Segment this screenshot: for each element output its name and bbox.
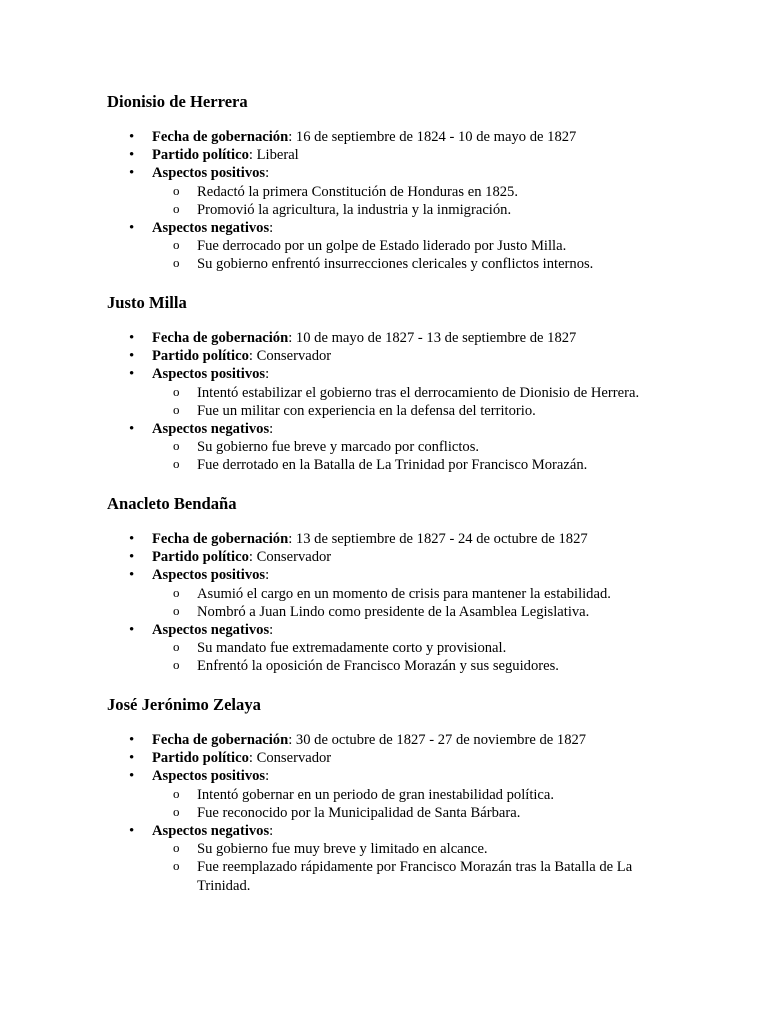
item-value: Conservador <box>256 549 332 566</box>
circle-bullet-icon: o <box>173 255 180 271</box>
sub-item-text: Fue reconocido por la Municipalidad de Santa Bárbara. <box>197 804 521 821</box>
governor-details-list <box>107 731 667 895</box>
sub-list <box>152 183 667 219</box>
bullet-icon: • <box>129 567 135 584</box>
section-heading: Justo Milla <box>107 293 187 312</box>
governor-details-list <box>107 128 667 274</box>
item-label: Fecha de gobernación <box>152 129 289 145</box>
bullet-icon: • <box>129 768 135 785</box>
circle-bullet-icon: o <box>173 803 180 819</box>
governor-section <box>107 695 667 895</box>
item-label: Aspectos negativos <box>152 421 270 438</box>
sub-list-item <box>152 237 667 255</box>
sub-item-text: Nombró a Juan Lindo como presidente de la Asamblea Legislativa. <box>197 603 590 620</box>
sub-list-item <box>152 804 667 822</box>
item-label: Fecha de gobernación <box>152 531 289 547</box>
bullet-icon: • <box>129 549 135 566</box>
sub-list-item <box>152 183 667 201</box>
list-item: • Partido político: Conservador <box>129 549 332 566</box>
list-item: • Partido político: Conservador <box>129 750 332 767</box>
sub-item-text: Enfrentó la oposición de Francisco Morazán y sus seguidores. <box>197 658 559 675</box>
bullet-icon: • <box>129 366 135 383</box>
circle-bullet-icon: o <box>173 401 180 417</box>
governor-section <box>107 494 667 676</box>
bullet-icon: • <box>129 129 135 145</box>
circle-bullet-icon: o <box>173 602 180 618</box>
sub-list-item <box>152 201 667 219</box>
sub-list-item <box>152 786 667 804</box>
item-label: Fecha de gobernación <box>152 330 289 346</box>
item-label: Partido político <box>152 348 249 365</box>
bullet-icon: • <box>129 147 135 164</box>
circle-bullet-icon: o <box>173 584 180 600</box>
governor-details-list <box>107 329 667 475</box>
bullet-icon: • <box>129 330 135 346</box>
circle-bullet-icon: o <box>173 858 180 874</box>
bullet-icon: • <box>129 220 135 237</box>
bullet-icon: • <box>129 750 135 767</box>
circle-bullet-icon: o <box>173 785 180 801</box>
list-item: • Aspectos positivos: o Intentó gobernar en un periodo de gran inestabilidad política. o Fue reconocido por la Municipalidad de Santa Bárbara. <box>107 767 667 822</box>
sub-list <box>152 786 667 822</box>
list-item: • Aspectos positivos: o Intentó estabilizar el gobierno tras el derrocamiento de Dionisio de Herrera. o Fue un militar con experiencia en la defensa del territorio. <box>107 365 667 420</box>
sub-list-item <box>152 438 667 456</box>
item-label: Partido político <box>152 750 249 767</box>
item-label: Fecha de gobernación <box>152 732 289 748</box>
sub-list-item <box>152 858 667 894</box>
sub-item-text: Fue derrocado por un golpe de Estado liderado por Justo Milla. <box>197 238 567 255</box>
sub-list <box>152 840 667 895</box>
item-value: 10 de mayo de 1827 - 13 de septiembre de 1827 <box>295 330 577 346</box>
list-item: • Aspectos negativos: o Su gobierno fue breve y marcado por conflictos. o Fue derrotado en la Batalla de La Trinidad por Francisco Morazán. <box>107 420 667 475</box>
bullet-icon: • <box>129 421 135 438</box>
list-item: • Partido político: Conservador <box>129 348 332 365</box>
circle-bullet-icon: o <box>173 456 180 472</box>
sub-item-text: Fue un militar con experiencia en la defensa del territorio. <box>197 402 536 419</box>
sub-list <box>152 639 667 675</box>
item-value: 30 de octubre de 1827 - 27 de noviembre de 1827 <box>295 732 587 748</box>
circle-bullet-icon: o <box>173 657 180 673</box>
sub-list-item <box>152 402 667 420</box>
section-heading: Anacleto Bendaña <box>107 494 237 513</box>
bullet-icon: • <box>129 348 135 365</box>
sub-item-text: Intentó estabilizar el gobierno tras el derrocamiento de Dionisio de Herrera. <box>197 384 640 401</box>
sub-item-text: Su mandato fue extremadamente corto y provisional. <box>197 640 507 657</box>
item-label: Partido político <box>152 147 249 164</box>
sub-item-text: Promovió la agricultura, la industria y la inmigración. <box>197 201 512 218</box>
item-label: Aspectos positivos <box>152 567 266 584</box>
list-item: • Fecha de gobernación: 16 de septiembre de 1824 - 10 de mayo de 1827 <box>129 129 577 145</box>
bullet-icon: • <box>129 165 135 182</box>
list-item: • Aspectos positivos: o Asumió el cargo en un momento de crisis para mantener la estabilidad. o Nombró a Juan Lindo como presidente de la Asamblea Legislativa. <box>107 566 667 621</box>
item-value: Conservador <box>256 750 332 767</box>
sub-list-item <box>152 456 667 474</box>
sub-item-text: Su gobierno fue breve y marcado por conflictos. <box>197 439 480 456</box>
governor-details-list <box>107 530 667 676</box>
list-item: • Aspectos negativos: o Su mandato fue extremadamente corto y provisional. o Enfrentó la oposición de Francisco Morazán y sus seguidores. <box>107 621 667 676</box>
sub-list <box>152 237 667 273</box>
circle-bullet-icon: o <box>173 237 180 253</box>
circle-bullet-icon: o <box>173 182 180 198</box>
section-heading: José Jerónimo Zelaya <box>107 695 261 714</box>
circle-bullet-icon: o <box>173 840 180 856</box>
bullet-icon: • <box>129 732 135 748</box>
bullet-icon: • <box>129 622 135 639</box>
section-heading: Dionisio de Herrera <box>107 92 248 111</box>
item-value: 16 de septiembre de 1824 - 10 de mayo de 1827 <box>295 129 577 145</box>
circle-bullet-icon: o <box>173 383 180 399</box>
item-value: Liberal <box>256 147 299 164</box>
item-label: Aspectos positivos <box>152 165 266 182</box>
sub-list-item <box>152 603 667 621</box>
item-label: Aspectos negativos <box>152 220 270 237</box>
list-item: • Aspectos negativos: o Su gobierno fue muy breve y limitado en alcance. o Fue reemplazado rápidamente por Francisco Morazán tras la Batalla de La Trinidad. <box>107 822 667 895</box>
governor-section <box>107 293 667 475</box>
list-item: • Fecha de gobernación: 30 de octubre de 1827 - 27 de noviembre de 1827 <box>129 732 587 748</box>
item-value: 13 de septiembre de 1827 - 24 de octubre de 1827 <box>295 531 588 547</box>
list-item: • Aspectos negativos: o Fue derrocado por un golpe de Estado liderado por Justo Milla. o Su gobierno enfrentó insurrecciones clericales y conflictos internos. <box>107 219 667 274</box>
circle-bullet-icon: o <box>173 639 180 655</box>
sub-item-text: Redactó la primera Constitución de Honduras en 1825. <box>197 183 518 200</box>
governor-section <box>107 92 667 274</box>
item-label: Aspectos positivos <box>152 366 266 383</box>
sub-list <box>152 585 667 621</box>
sub-list-item <box>152 840 667 858</box>
list-item: • Fecha de gobernación: 13 de septiembre de 1827 - 24 de octubre de 1827 <box>129 531 588 547</box>
sub-list-item <box>152 585 667 603</box>
item-label: Partido político <box>152 549 249 566</box>
list-item: • Fecha de gobernación: 10 de mayo de 1827 - 13 de septiembre de 1827 <box>129 330 577 346</box>
item-label: Aspectos negativos <box>152 622 270 639</box>
item-label: Aspectos positivos <box>152 768 266 785</box>
sub-list <box>152 384 667 420</box>
sub-item-text: Intentó gobernar en un periodo de gran inestabilidad política. <box>197 786 555 803</box>
sub-item-text: Asumió el cargo en un momento de crisis para mantener la estabilidad. <box>197 585 611 602</box>
item-label: Aspectos negativos <box>152 823 270 840</box>
sub-item-text: Su gobierno enfrentó insurrecciones clericales y conflictos internos. <box>197 256 594 273</box>
list-item: • Partido político: Liberal <box>129 147 299 164</box>
bullet-icon: • <box>129 531 135 547</box>
sub-list <box>152 438 667 474</box>
bullet-icon: • <box>129 823 135 840</box>
sub-item-text: Fue derrotado en la Batalla de La Trinidad por Francisco Morazán. <box>197 457 588 474</box>
sub-list-item <box>152 255 667 273</box>
sub-list-item <box>152 639 667 657</box>
item-value: Conservador <box>256 348 332 365</box>
circle-bullet-icon: o <box>173 438 180 454</box>
sub-item-text: Su gobierno fue muy breve y limitado en alcance. <box>197 841 488 858</box>
sub-list-item <box>152 657 667 675</box>
sub-item-text: Fue reemplazado rápidamente por Francisco Morazán tras la Batalla de La Trinidad. <box>197 859 633 894</box>
circle-bullet-icon: o <box>173 200 180 216</box>
sub-list-item <box>152 384 667 402</box>
list-item: • Aspectos positivos: o Redactó la primera Constitución de Honduras en 1825. o Promovió la agricultura, la industria y la inmigración. <box>107 164 667 219</box>
